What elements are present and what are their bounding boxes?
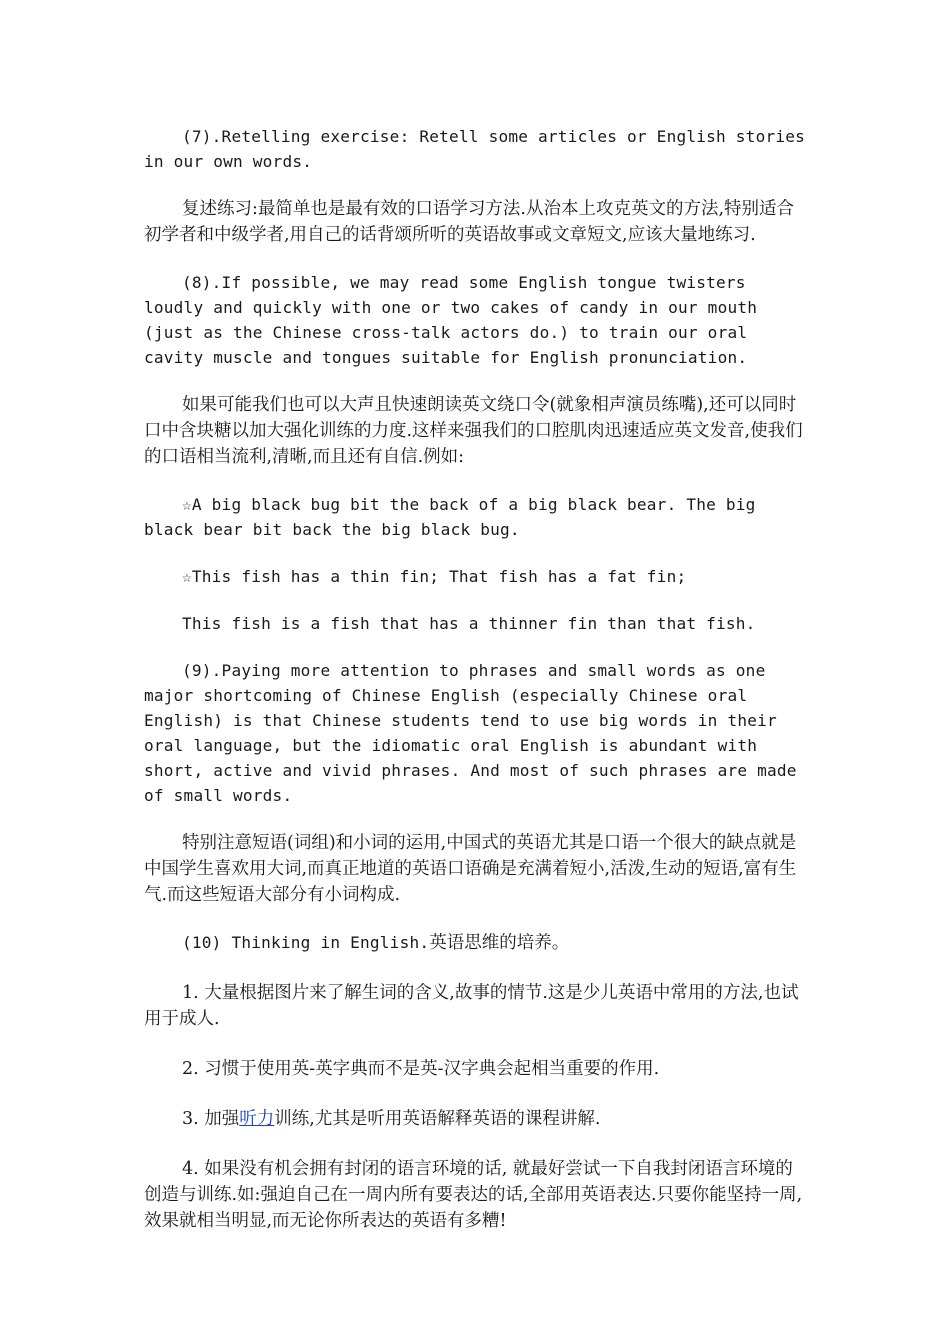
heading-10-english: (10) Thinking in English. — [182, 933, 430, 952]
document-page — [144, 124, 810, 1234]
paragraph-10-heading — [144, 930, 810, 956]
list-item-1: 1. 大量根据图片来了解生词的含义,故事的情节.这是少儿英语中常用的方法,也试用于成人. — [144, 983, 799, 1029]
list-item-3 — [144, 1106, 810, 1132]
paragraph-9-english: (9).Paying more attention to phrases and small words as one major shortcoming of Chinese English (especially Chinese oral English) is that Chinese students tend to use big words in their oral language, but the idiomatic oral English is abundant with short, active and vivid phrases. And most of such phrases are made of small words. — [144, 661, 797, 805]
list-item-2: 2. 习惯于使用英-英字典而不是英-汉字典会起相当重要的作用. — [182, 1059, 660, 1079]
paragraph-8-chinese: 如果可能我们也可以大声且快速朗读英文绕口令(就象相声演员练嘴),还可以同时口中含块糖以加大强化训练的力度.这样来强我们的口腔肌肉迅速适应英文发音,使我们的口语相当流利,清晰,而且还有自信.例如: — [144, 395, 803, 467]
tongue-twister-1: ☆A big black bug bit the back of a big black bear. The big black bear bit back the big black bug. — [144, 495, 756, 539]
paragraph-7-english: (7).Retelling exercise: Retell some articles or English stories in our own words. — [144, 127, 806, 171]
tongue-twister-3: This fish is a fish that has a thinner fin than that fish. — [182, 614, 756, 633]
list-item-3-prefix: 3. 加强 — [182, 1109, 240, 1129]
heading-10-chinese: 英语思维的培养。 — [429, 933, 570, 953]
paragraph-9-chinese: 特别注意短语(词组)和小词的运用,中国式的英语尤其是口语一个很大的缺点就是中国学生喜欢用大词,而真正地道的英语口语确是充满着短小,活泼,生动的短语,富有生气.而这些短语大部分有小词构成. — [144, 833, 797, 905]
list-item-3-suffix: 训练,尤其是听用英语解释英语的课程讲解. — [274, 1109, 601, 1129]
tongue-twister-2: ☆This fish has a thin fin; That fish has a fat fin; — [182, 567, 687, 586]
paragraph-7-chinese: 复述练习:最简单也是最有效的口语学习方法.从治本上攻克英文的方法,特别适合初学者和中级学者,用自己的话背颂所听的英语故事或文章短文,应该大量地练习. — [144, 199, 795, 245]
paragraph-8-english: (8).If possible, we may read some English tongue twisters loudly and quickly with one or two cakes of candy in our mouth (just as the Chinese cross-talk actors do.) to train our oral cavity muscle and tongues suitable for English pronunciation. — [144, 273, 758, 367]
listening-link[interactable]: 听力 — [239, 1109, 275, 1129]
list-item-4: 4. 如果没有机会拥有封闭的语言环境的话, 就最好尝试一下自我封闭语言环境的创造与训练.如:强迫自己在一周内所有要表达的话,全部用英语表达.只要你能坚持一周,效果就相当明显,而无论你所表达的英语有多糟! — [144, 1159, 803, 1231]
